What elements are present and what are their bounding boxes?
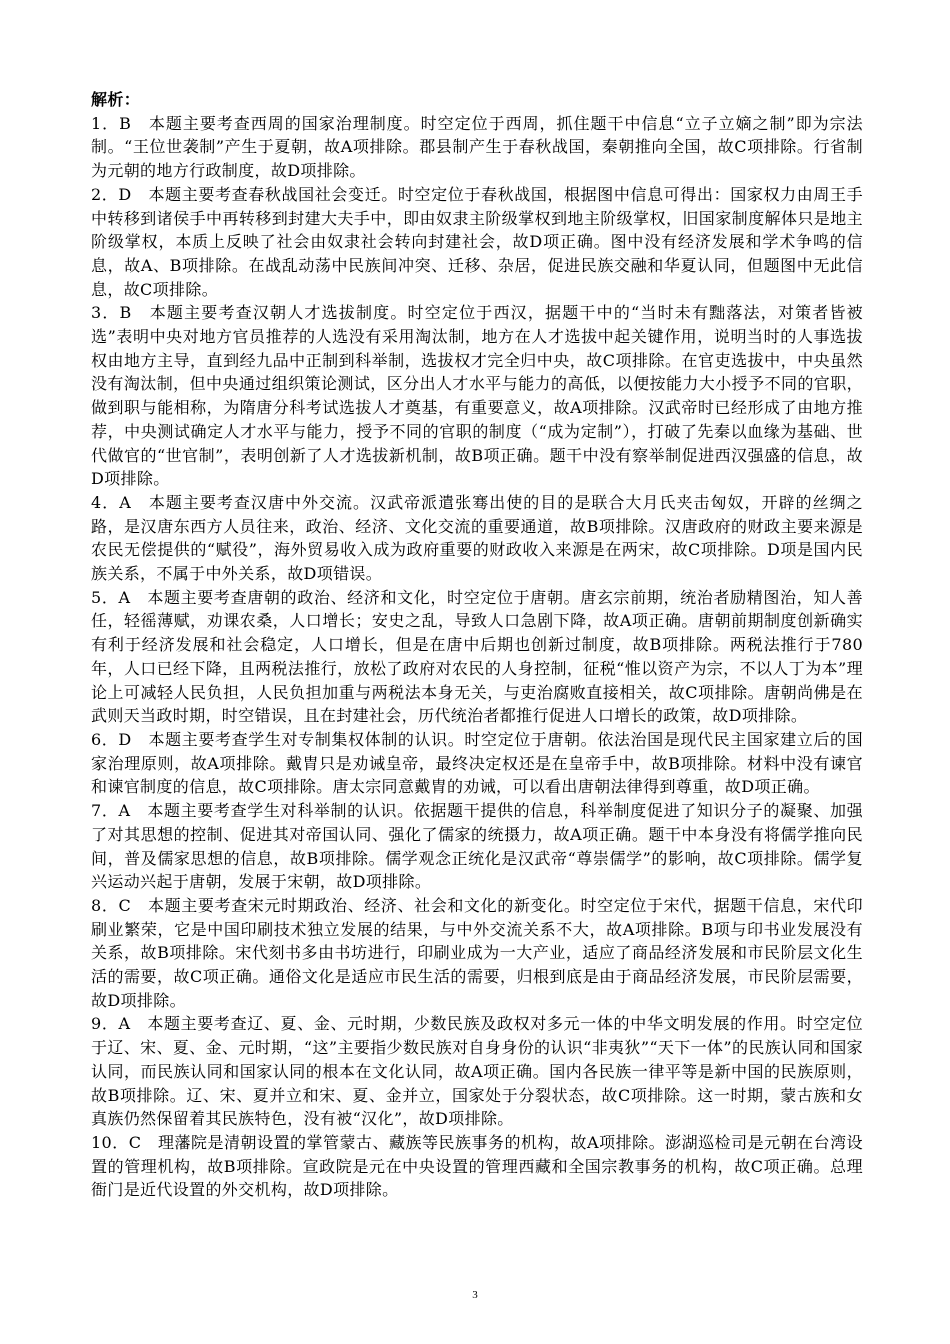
answer-paragraph-5: 5．A 本题主要考查唐朝的政治、经济和文化，时空定位于唐朝。唐玄宗前期，统治者励精图治，知人善任，轻徭薄赋，劝课农桑，人口增长；安史之乱，导致人口急剧下降，故A项正确。唐朝前期制度创新确实有利于经济发展和社会稳定，人口增长，但是在唐中后期也创新过制度，故B项排除。两税法推行于780年，人口已经下降，且两税法推行，放松了政府对农民的人身控制，征税“惟以资产为宗，不以人丁为本”理论上可减轻人民负担，人民负担加重与两税法本身无关，与吏治腐败直接相关，故C项排除。唐朝尚佛是在武则天当政时期，时空错误，且在封建社会，历代统治者都推行促进人口增长的政策，故D项排除。 (91, 587, 863, 726)
page-number: 3 (472, 1289, 478, 1301)
answer-paragraph-4: 4．A 本题主要考查汉唐中外交流。汉武帝派遣张骞出使的目的是联合大月氏夹击匈奴，开辟的丝绸之路，是汉唐东西方人员往来，政治、经济、文化交流的重要通道，故B项排除。汉唐政府的财政主要来源是农民无偿提供的“赋役”，海外贸易收入成为政府重要的财政收入来源是在两宋，故C项排除。D项是国内民族关系，不属于中外关系，故D项错误。 (91, 492, 863, 584)
answer-paragraph-6: 6．D 本题主要考查学生对专制集权体制的认识。时空定位于唐朝。依法治国是现代民主国家建立后的国家治理原则，故A项排除。戴胄只是劝诫皇帝，最终决定权还是在皇帝手中，故B项排除。材料中没有谏官和谏官制度的信息，故C项排除。唐太宗同意戴胄的劝诫，可以看出唐朝法律得到尊重，故D项正确。 (91, 729, 863, 797)
answer-paragraph-3: 3．B 本题主要考查汉朝人才选拔制度。时空定位于西汉，据题干中的“当时未有黜落法，对策者皆被选”表明中央对地方官员推荐的人选没有采用淘汰制，地方在人才选拔中起关键作用，说明当时的人事选拔权由地方主导，直到经九品中正制到科举制，选拔权才完全归中央，故C项排除。在官吏选拔中，中央虽然没有淘汰制，但中央通过组织策论测试，区分出人才水平与能力的高低，以便按能力大小授予不同的官职，做到职与能相称，为隋唐分科考试选拔人才奠基，有重要意义，故A项排除。汉武帝时已经形成了由地方推荐，中央测试确定人才水平与能力，授予不同的官职的制度（“成为定制”），打破了先秦以血缘为基础、世代做官的“世官制”，表明创新了人才选拔新机制，故B项正确。题干中没有察举制促进西汉强盛的信息，故D项排除。 (91, 303, 863, 489)
answer-paragraph-9: 9．A 本题主要考查辽、夏、金、元时期，少数民族及政权对多元一体的中华文明发展的作用。时空定位于辽、宋、夏、金、元时期，“这”主要指少数民族对自身身份的认识“非夷狄”“天下一体”的民族认同和国家认同，而民族认同和国家认同的根本在文化认同，故A项正确。国内各民族一律平等是新中国的民族原则，故B项排除。辽、宋、夏并立和宋、夏、金并立，国家处于分裂状态，故C项排除。这一时期，蒙古族和女真族仍然保留着其民族特色，没有被“汉化”，故D项排除。 (91, 1014, 863, 1129)
answer-paragraph-1: 1．B 本题主要考查西周的国家治理制度。时空定位于西周，抓住题干中信息“立子立嫡之制”即为宗法制。“王位世袭制”产生于夏朝，故A项排除。郡县制产生于春秋战国，秦朝推向全国，故C项排除。行省制为元朝的地方行政制度，故D项排除。 (91, 113, 863, 181)
section-heading: 解析： (91, 90, 141, 109)
answer-paragraph-7: 7．A 本题主要考查学生对科举制的认识。依据题干提供的信息，科举制度促进了知识分子的凝聚、加强了对其思想的控制、促进其对帝国认同、强化了儒家的统摄力，故A项正确。题干中本身没有将儒学推向民间，普及儒家思想的信息，故B项排除。儒学观念正统化是汉武帝“尊崇儒学”的影响，故C项排除。儒学复兴运动兴起于唐朝，发展于宋朝，故D项排除。 (91, 801, 863, 892)
answer-paragraph-8: 8．C 本题主要考查宋元时期政治、经济、社会和文化的新变化。时空定位于宋代，据题干信息，宋代印刷业繁荣，它是中国印刷技术独立发展的结果，与中外交流关系不大，故A项排除。B项与印书业发展没有关系，故B项排除。宋代刻书多由书坊进行，印刷业成为一大产业，适应了商品经济发展和市民阶层文化生活的需要，故C项正确。通俗文化是适应市民生活的需要，归根到底是由于商品经济发展，市民阶层需要，故D项排除。 (91, 895, 863, 1010)
answer-paragraph-10: 10．C 理藩院是清朝设置的掌管蒙古、藏族等民族事务的机构，故A项排除。澎湖巡检司是元朝在台湾设置的管理机构，故B项排除。宣政院是元在中央设置的管理西藏和全国宗教事务的机构，故C项正确。总理衙门是近代设置的外交机构，故D项排除。 (91, 1132, 863, 1200)
answer-explanations (91, 88, 863, 1202)
answer-paragraph-2: 2．D 本题主要考查春秋战国社会变迁。时空定位于春秋战国，根据图中信息可得出：国家权力由周王手中转移到诸侯手中再转移到封建大夫手中，即由奴隶主阶级掌权到地主阶级掌权，旧国家制度解体只是地主阶级掌权，本质上反映了社会由奴隶社会转向封建社会，故D项正确。图中没有经济发展和学术争鸣的信息，故A、B项排除。在战乱动荡中民族间冲突、迁移、杂居，促进民族交融和华夏认同，但题图中无此信息，故C项排除。 (91, 184, 863, 299)
